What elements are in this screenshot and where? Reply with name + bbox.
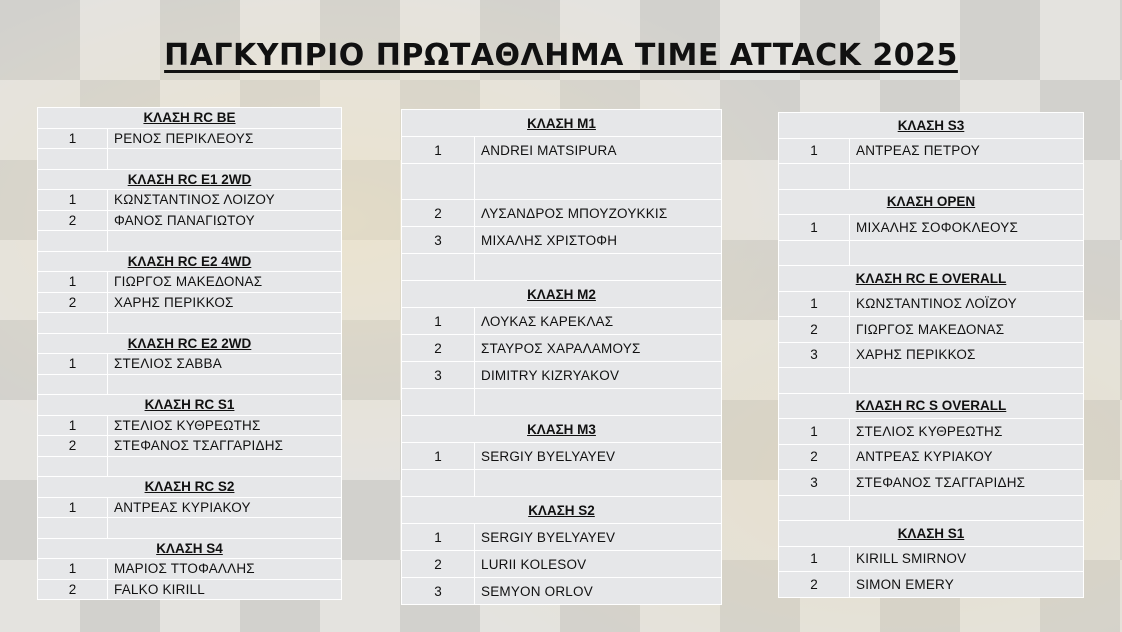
result-row: [38, 436, 342, 457]
position-number: 3: [779, 470, 850, 496]
position-number: 1: [402, 524, 475, 551]
driver-name: ΚΩΝΣΤΑΝΤΙΝΟΣ ΛΟΙΖΟΥ: [108, 190, 342, 211]
driver-name: SIMON EMERY: [850, 572, 1084, 598]
position-number: 2: [402, 335, 475, 362]
position-number: 2: [38, 579, 108, 600]
position-number: 1: [38, 128, 108, 149]
driver-name: ΜΑΡΙΟΣ ΤΤΟΦΑΛΛΗΣ: [108, 559, 342, 580]
spacer-row: [38, 149, 342, 170]
spacer-row: [38, 518, 342, 539]
position-number: 1: [38, 354, 108, 375]
empty-cell: [38, 374, 108, 395]
result-row: [402, 137, 722, 164]
driver-name: ΛΟΥΚΑΣ ΚΑΡΕΚΛΑΣ: [475, 308, 722, 335]
empty-cell: [779, 240, 850, 266]
position-number: 3: [402, 362, 475, 389]
empty-cell: [38, 518, 108, 539]
driver-name: ΦΑΝΟΣ ΠΑΝΑΓΙΩΤΟΥ: [108, 210, 342, 231]
class-header-row: [402, 281, 722, 308]
spacer-row: [38, 456, 342, 477]
class-title: ΚΛΑΣΗ Μ1: [402, 110, 722, 137]
position-number: 1: [38, 559, 108, 580]
empty-cell: [850, 368, 1084, 394]
class-title: ΚΛΑΣΗ S1: [779, 521, 1084, 547]
spacer-row: [38, 231, 342, 252]
position-number: 1: [779, 138, 850, 164]
results-column-3: [778, 112, 1084, 598]
class-title: ΚΛΑΣΗ S3: [779, 113, 1084, 139]
result-row: [402, 551, 722, 578]
driver-name: ΜΙΧΑΛΗΣ ΧΡΙΣΤΟΦΗ: [475, 227, 722, 254]
empty-cell: [402, 164, 475, 200]
position-number: 1: [402, 443, 475, 470]
result-row: [402, 308, 722, 335]
result-row: [402, 335, 722, 362]
spacer-row: [779, 164, 1084, 190]
class-header-row: [38, 395, 342, 416]
result-row: [779, 444, 1084, 470]
result-row: [38, 128, 342, 149]
position-number: 1: [402, 308, 475, 335]
class-header-row: [779, 113, 1084, 139]
driver-name: ΧΑΡΗΣ ΠΕΡΙΚΚΟΣ: [108, 292, 342, 313]
class-title: ΚΛΑΣΗ RC E2 2WD: [38, 333, 342, 354]
driver-name: ΧΑΡΗΣ ΠΕΡΙΚΚΟΣ: [850, 342, 1084, 368]
result-row: [779, 572, 1084, 598]
position-number: 1: [38, 415, 108, 436]
class-header-row: [402, 416, 722, 443]
empty-cell: [38, 313, 108, 334]
empty-cell: [108, 374, 342, 395]
result-row: [38, 497, 342, 518]
position-number: 1: [38, 497, 108, 518]
position-number: 1: [38, 190, 108, 211]
class-title: ΚΛΑΣΗ Μ3: [402, 416, 722, 443]
position-number: 2: [402, 551, 475, 578]
empty-cell: [475, 470, 722, 497]
class-title: ΚΛΑΣΗ Μ2: [402, 281, 722, 308]
result-row: [38, 354, 342, 375]
driver-name: FALKO KIRILL: [108, 579, 342, 600]
driver-name: ΓΙΩΡΓΟΣ ΜΑΚΕΔΟΝΑΣ: [850, 317, 1084, 343]
position-number: 2: [38, 292, 108, 313]
empty-cell: [402, 470, 475, 497]
page-title: ΠΑΓΚΥΠΡΙΟ ΠΡΩΤΑΘΛΗΜΑ TIME ATTACK 2025: [164, 38, 958, 73]
driver-name: SERGIY BYELYAYEV: [475, 443, 722, 470]
class-title: ΚΛΑΣΗ RC E2 4WD: [38, 251, 342, 272]
class-header-row: [38, 169, 342, 190]
class-title: ΚΛΑΣΗ RC S OVERALL: [779, 393, 1084, 419]
empty-cell: [108, 456, 342, 477]
result-row: [779, 215, 1084, 241]
empty-cell: [475, 164, 722, 200]
class-header-row: [38, 108, 342, 129]
driver-name: DIMITRY KIZRYAKOV: [475, 362, 722, 389]
driver-name: ΚΩΝΣΤΑΝΤΙΝΟΣ ΛΟΪΖΟΥ: [850, 291, 1084, 317]
position-number: 2: [779, 444, 850, 470]
driver-name: ΑΝΤΡΕΑΣ ΚΥΡΙΑΚΟΥ: [108, 497, 342, 518]
result-row: [38, 190, 342, 211]
empty-cell: [850, 164, 1084, 190]
empty-cell: [779, 368, 850, 394]
class-header-row: [402, 497, 722, 524]
class-title: ΚΛΑΣΗ S4: [38, 538, 342, 559]
spacer-row: [779, 368, 1084, 394]
result-row: [38, 210, 342, 231]
driver-name: ΣΤΕΛΙΟΣ ΚΥΘΡΕΩΤΗΣ: [108, 415, 342, 436]
position-number: 1: [402, 137, 475, 164]
class-header-row: [402, 110, 722, 137]
spacer-row: [402, 470, 722, 497]
driver-name: SEMYON ORLOV: [475, 578, 722, 605]
position-number: 2: [402, 200, 475, 227]
position-number: 1: [38, 272, 108, 293]
empty-cell: [850, 240, 1084, 266]
class-header-row: [38, 251, 342, 272]
driver-name: ΑΝΤΡΕΑΣ ΠΕΤΡΟΥ: [850, 138, 1084, 164]
driver-name: ΑΝΤΡΕΑΣ ΚΥΡΙΑΚΟΥ: [850, 444, 1084, 470]
results-column-2: [401, 109, 722, 605]
driver-name: ANDREI MATSIPURA: [475, 137, 722, 164]
position-number: 3: [402, 227, 475, 254]
spacer-row: [38, 374, 342, 395]
driver-name: ΜΙΧΑΛΗΣ ΣΟΦΟΚΛΕΟΥΣ: [850, 215, 1084, 241]
class-header-row: [38, 477, 342, 498]
empty-cell: [38, 149, 108, 170]
class-title: ΚΛΑΣΗ RC S2: [38, 477, 342, 498]
driver-name: ΣΤΑΥΡΟΣ ΧΑΡΑΛΑΜΟΥΣ: [475, 335, 722, 362]
result-row: [38, 559, 342, 580]
result-row: [402, 443, 722, 470]
empty-cell: [108, 518, 342, 539]
class-title: ΚΛΑΣΗ RC E1 2WD: [38, 169, 342, 190]
class-header-row: [38, 333, 342, 354]
spacer-row: [402, 389, 722, 416]
class-title: ΚΛΑΣΗ RC E OVERALL: [779, 266, 1084, 292]
class-title: ΚΛΑΣΗ RC BE: [38, 108, 342, 129]
empty-cell: [850, 495, 1084, 521]
result-row: [402, 524, 722, 551]
result-row: [779, 317, 1084, 343]
empty-cell: [779, 164, 850, 190]
empty-cell: [108, 231, 342, 252]
driver-name: ΣΤΕΦΑΝΟΣ ΤΣΑΓΓΑΡΙΔΗΣ: [850, 470, 1084, 496]
result-row: [779, 546, 1084, 572]
position-number: 2: [779, 317, 850, 343]
position-number: 1: [779, 291, 850, 317]
position-number: 3: [779, 342, 850, 368]
empty-cell: [779, 495, 850, 521]
driver-name: SERGIY BYELYAYEV: [475, 524, 722, 551]
position-number: 1: [779, 546, 850, 572]
empty-cell: [38, 456, 108, 477]
empty-cell: [475, 389, 722, 416]
position-number: 2: [779, 572, 850, 598]
empty-cell: [402, 389, 475, 416]
result-row: [38, 272, 342, 293]
position-number: 1: [779, 215, 850, 241]
driver-name: LURII KOLESOV: [475, 551, 722, 578]
empty-cell: [108, 149, 342, 170]
spacer-row: [779, 240, 1084, 266]
class-header-row: [779, 521, 1084, 547]
class-title: ΚΛΑΣΗ S2: [402, 497, 722, 524]
result-row: [779, 419, 1084, 445]
driver-name: ΡΕΝΟΣ ΠΕΡΙΚΛΕΟΥΣ: [108, 128, 342, 149]
results-column-1: [37, 107, 342, 600]
driver-name: ΣΤΕΛΙΟΣ ΚΥΘΡΕΩΤΗΣ: [850, 419, 1084, 445]
class-header-row: [779, 393, 1084, 419]
class-title: ΚΛΑΣΗ RC S1: [38, 395, 342, 416]
class-title: ΚΛΑΣΗ OPEN: [779, 189, 1084, 215]
class-header-row: [779, 189, 1084, 215]
empty-cell: [108, 313, 342, 334]
result-row: [402, 362, 722, 389]
position-number: 2: [38, 436, 108, 457]
empty-cell: [475, 254, 722, 281]
position-number: 2: [38, 210, 108, 231]
driver-name: ΛΥΣΑΝΔΡΟΣ ΜΠΟΥΖΟΥΚΚΙΣ: [475, 200, 722, 227]
empty-cell: [402, 254, 475, 281]
result-row: [779, 291, 1084, 317]
class-header-row: [779, 266, 1084, 292]
result-row: [38, 415, 342, 436]
class-header-row: [38, 538, 342, 559]
result-row: [779, 138, 1084, 164]
spacer-row: [38, 313, 342, 334]
result-row: [402, 227, 722, 254]
result-row: [779, 470, 1084, 496]
driver-name: KIRILL SMIRNOV: [850, 546, 1084, 572]
spacer-row: [402, 254, 722, 281]
result-row: [38, 292, 342, 313]
driver-name: ΓΙΩΡΓΟΣ ΜΑΚΕΔΟΝΑΣ: [108, 272, 342, 293]
result-row: [779, 342, 1084, 368]
position-number: 1: [779, 419, 850, 445]
driver-name: ΣΤΕΦΑΝΟΣ ΤΣΑΓΓΑΡΙΔΗΣ: [108, 436, 342, 457]
position-number: 3: [402, 578, 475, 605]
spacer-row: [402, 164, 722, 200]
empty-cell: [38, 231, 108, 252]
spacer-row: [779, 495, 1084, 521]
driver-name: ΣΤΕΛΙΟΣ ΣΑΒΒΑ: [108, 354, 342, 375]
result-row: [402, 578, 722, 605]
result-row: [38, 579, 342, 600]
result-row: [402, 200, 722, 227]
